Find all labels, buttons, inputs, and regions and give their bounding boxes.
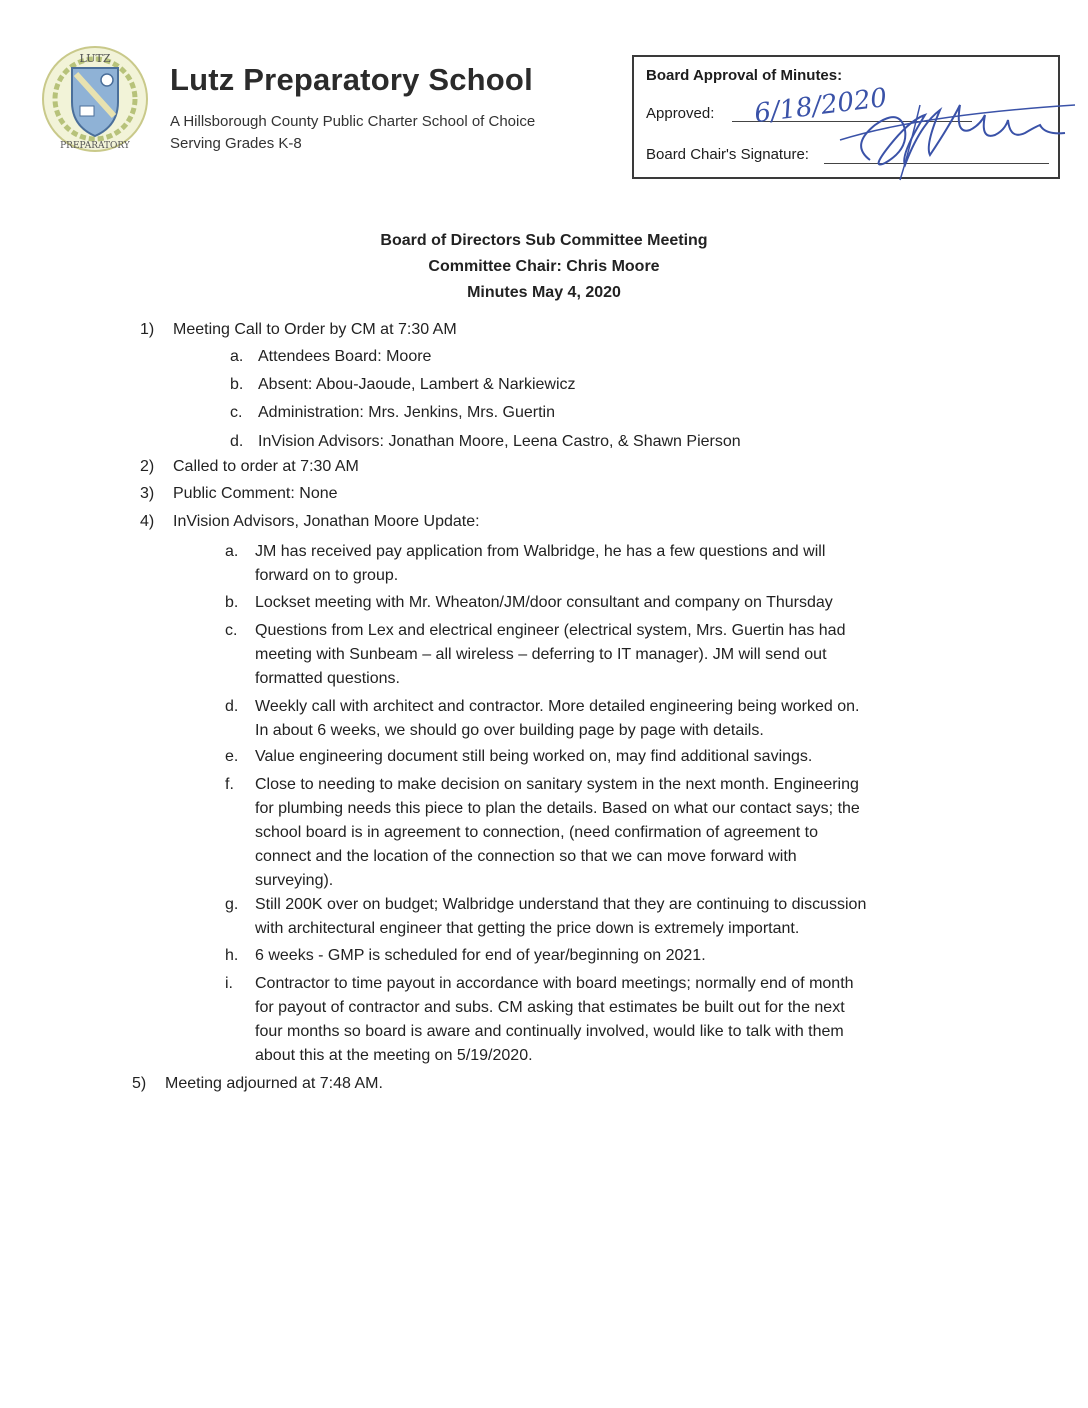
item-text [255,745,812,769]
school-subtitle [170,111,535,155]
svg-text:LUTZ: LUTZ [79,52,111,65]
approved-date-handwritten: 6/18/2020 [752,82,889,130]
item-number: 4) [140,513,155,530]
subtitle-line-1: A Hillsborough County Public Charter School of Choice [170,113,536,130]
item-text: InVision Advisors, Jonathan Moore Update: [173,513,480,530]
meeting-title: Board of Directors Sub Committee Meeting [380,232,708,249]
committee-chair: Committee Chair: Chris Moore [428,258,660,275]
item-number: a. [225,543,239,560]
text-line: JM has received pay application from Walbridge, he has a few questions and will [255,543,826,560]
item-number: c. [230,404,243,421]
item-text [255,773,860,893]
text-line: formatted questions. [255,670,400,687]
text-line: school board is in agreement to connection, (need confirmation of agreement to [255,824,818,841]
text-line: with architectural engineer that getting the price down is extremely important. [255,920,800,937]
item-text [255,619,845,691]
item-number: d. [225,698,239,715]
approval-title: Board Approval of Minutes: [646,67,843,84]
meeting-title-block [0,228,1088,306]
approved-label: Approved: [646,105,715,122]
item-number: c. [225,622,238,639]
item-text: Meeting Call to Order by CM at 7:30 AM [173,321,457,338]
item-text [255,591,833,615]
school-crest-logo [40,44,150,154]
text-line: meeting with Sunbeam – all wireless – deferring to IT manager). JM will send out [255,646,827,663]
item-text [255,944,706,968]
school-name: Lutz Preparatory School [170,62,533,97]
text-line: four months so board is aware and continually involved, would like to talk with them [255,1023,844,1040]
signature-label: Board Chair's Signature: [646,146,809,163]
item-text: Administration: Mrs. Jenkins, Mrs. Guertin [258,404,555,421]
item-text: Attendees Board: Moore [258,348,432,365]
handwritten-signature-icon [830,85,1080,195]
text-line: 6 weeks - GMP is scheduled for end of year/beginning on 2021. [255,947,706,964]
text-line: Close to needing to make decision on sanitary system in the next month. Engineering [255,776,859,793]
item-text: InVision Advisors: Jonathan Moore, Leena Castro, & Shawn Pierson [258,433,741,450]
text-line: for plumbing needs this piece to plan the details. Based on what our contact says; the [255,800,860,817]
item-number: 3) [140,485,155,502]
item-number: a. [230,348,244,365]
item-text: Meeting adjourned at 7:48 AM. [165,1075,383,1092]
text-line: about this at the meeting on 5/19/2020. [255,1047,533,1064]
text-line: for payout of contractor and subs. CM asking that estimates be built out for the next [255,999,845,1016]
text-line: Weekly call with architect and contractor. More detailed engineering being worked on. [255,698,860,715]
item-text: Called to order at 7:30 AM [173,458,359,475]
item-number: h. [225,947,239,964]
text-line: surveying). [255,872,334,889]
item-text: Absent: Abou-Jaoude, Lambert & Narkiewicz [258,376,576,393]
item-number: f. [225,776,234,793]
item-number: d. [230,433,244,450]
item-number: e. [225,748,239,765]
text-line: Lockset meeting with Mr. Wheaton/JM/door consultant and company on Thursday [255,594,833,611]
text-line: Value engineering document still being worked on, may find additional savings. [255,748,813,765]
item-text [255,972,854,1068]
subtitle-line-2: Serving Grades K-8 [170,135,302,152]
item-number: 2) [140,458,155,475]
item-number: b. [225,594,239,611]
text-line: forward on to group. [255,567,399,584]
item-text [255,893,866,941]
text-line: Contractor to time payout in accordance with board meetings; normally end of month [255,975,854,992]
item-number: 5) [132,1075,147,1092]
text-line: connect and the location of the connection so that we can move forward with [255,848,797,865]
minutes-date: Minutes May 4, 2020 [467,284,621,301]
item-text: Public Comment: None [173,485,338,502]
text-line: Still 200K over on budget; Walbridge understand that they are continuing to discussion [255,896,867,913]
item-number: i. [225,975,233,992]
item-number: 1) [140,321,155,338]
item-text [255,695,859,743]
item-number: b. [230,376,244,393]
item-number: g. [225,896,239,913]
text-line: In about 6 weeks, we should go over building page by page with details. [255,722,764,739]
svg-text:PREPARATORY: PREPARATORY [60,141,130,151]
text-line: Questions from Lex and electrical engineer (electrical system, Mrs. Guertin has had [255,622,846,639]
item-text [255,540,825,588]
